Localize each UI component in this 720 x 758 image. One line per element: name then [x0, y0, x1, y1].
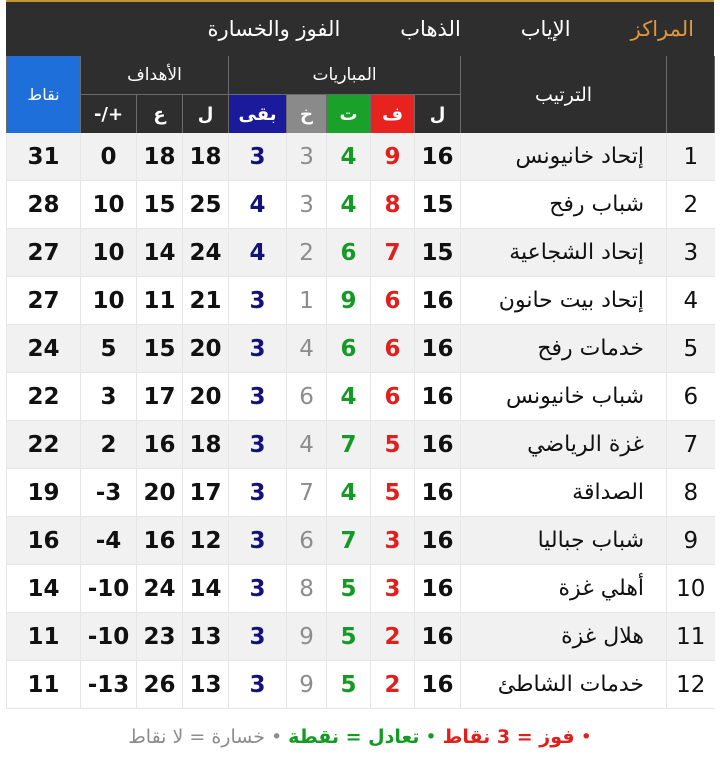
points: 27: [7, 277, 81, 325]
goals-for-header: ل: [183, 95, 229, 134]
drawn: 4: [327, 181, 371, 229]
points: 11: [7, 613, 81, 661]
goals-for: 20: [183, 373, 229, 421]
points: 24: [7, 325, 81, 373]
remaining: 3: [229, 133, 287, 181]
legend-draw: تعادل = نقطة: [288, 726, 420, 748]
position: 9: [667, 517, 715, 565]
goals-for: 24: [183, 229, 229, 277]
points: 27: [7, 229, 81, 277]
goals-against: 18: [137, 133, 183, 181]
won: 6: [371, 373, 415, 421]
goals-for: 17: [183, 469, 229, 517]
lost: 9: [287, 661, 327, 709]
goal-diff: 10: [81, 229, 137, 277]
tab-second-leg[interactable]: الإياب: [520, 17, 571, 41]
drawn: 4: [327, 469, 371, 517]
points: 16: [7, 517, 81, 565]
position: 10: [667, 565, 715, 613]
goal-diff: 0: [81, 133, 137, 181]
goals-against: 26: [137, 661, 183, 709]
played: 15: [415, 229, 461, 277]
lost: 1: [287, 277, 327, 325]
lost: 6: [287, 517, 327, 565]
position: 5: [667, 325, 715, 373]
goals-against: 16: [137, 421, 183, 469]
goal-diff-header: +/-: [81, 95, 137, 134]
team-name[interactable]: إتحاد بيت حانون: [461, 277, 667, 325]
goal-diff: 10-: [81, 565, 137, 613]
goals-for: 20: [183, 325, 229, 373]
tab-bar: [6, 0, 714, 56]
goals-against: 14: [137, 229, 183, 277]
drawn: 4: [327, 373, 371, 421]
points: 31: [7, 133, 81, 181]
team-name[interactable]: غزة الرياضي: [461, 421, 667, 469]
lost: 3: [287, 181, 327, 229]
team-name[interactable]: شباب جباليا: [461, 517, 667, 565]
played: 16: [415, 565, 461, 613]
goal-diff: 3-: [81, 469, 137, 517]
goals-against: 23: [137, 613, 183, 661]
rank-header: الترتيب: [461, 56, 667, 133]
goals-against-header: ع: [137, 95, 183, 134]
rank-col-header: [667, 56, 715, 133]
goals-against: 17: [137, 373, 183, 421]
points: 22: [7, 421, 81, 469]
tab-first-leg[interactable]: الذهاب: [400, 17, 461, 41]
legend-bullet-draw: •: [425, 726, 437, 748]
goal-diff: 3: [81, 373, 137, 421]
goal-diff: 10-: [81, 613, 137, 661]
goals-for: 14: [183, 565, 229, 613]
remaining: 3: [229, 277, 287, 325]
goals-group-header: الأهداف: [81, 56, 229, 95]
team-name[interactable]: إتحاد الشجاعية: [461, 229, 667, 277]
tab-standings[interactable]: المراكز: [630, 17, 694, 41]
played: 15: [415, 181, 461, 229]
table-row[interactable]: [7, 181, 715, 229]
drawn-header: ت: [327, 95, 371, 134]
lost-header: خ: [287, 95, 327, 134]
drawn: 5: [327, 565, 371, 613]
lost: 9: [287, 613, 327, 661]
table-row[interactable]: [7, 661, 715, 709]
table-row[interactable]: [7, 277, 715, 325]
won: 7: [371, 229, 415, 277]
lost: 4: [287, 421, 327, 469]
legend-bullet-win: •: [580, 726, 592, 748]
position: 6: [667, 373, 715, 421]
team-name[interactable]: هلال غزة: [461, 613, 667, 661]
goals-against: 15: [137, 181, 183, 229]
drawn: 6: [327, 325, 371, 373]
position: 2: [667, 181, 715, 229]
won: 3: [371, 517, 415, 565]
goals-against: 16: [137, 517, 183, 565]
lost: 6: [287, 373, 327, 421]
team-name[interactable]: شباب رفح: [461, 181, 667, 229]
drawn: 6: [327, 229, 371, 277]
position: 1: [667, 133, 715, 181]
goals-for: 13: [183, 661, 229, 709]
team-name[interactable]: خدمات رفح: [461, 325, 667, 373]
points-header: نقاط: [7, 56, 81, 133]
played: 16: [415, 613, 461, 661]
team-name[interactable]: إتحاد خانيونس: [461, 133, 667, 181]
goal-diff: 4-: [81, 517, 137, 565]
remaining: 3: [229, 469, 287, 517]
points: 11: [7, 661, 81, 709]
lost: 8: [287, 565, 327, 613]
table-row[interactable]: [7, 421, 715, 469]
points: 28: [7, 181, 81, 229]
drawn: 5: [327, 613, 371, 661]
remaining: 4: [229, 229, 287, 277]
position: 12: [667, 661, 715, 709]
table-row[interactable]: [7, 229, 715, 277]
won: 5: [371, 469, 415, 517]
position: 7: [667, 421, 715, 469]
drawn: 5: [327, 661, 371, 709]
won: 8: [371, 181, 415, 229]
played: 16: [415, 469, 461, 517]
team-name[interactable]: الصداقة: [461, 469, 667, 517]
position: 3: [667, 229, 715, 277]
goal-diff: 2: [81, 421, 137, 469]
drawn: 9: [327, 277, 371, 325]
team-name[interactable]: شباب خانيونس: [461, 373, 667, 421]
team-name[interactable]: خدمات الشاطئ: [461, 661, 667, 709]
remaining: 3: [229, 565, 287, 613]
legend-win: فوز = 3 نقاط: [442, 726, 575, 748]
lost: 7: [287, 469, 327, 517]
goals-for: 12: [183, 517, 229, 565]
drawn: 4: [327, 133, 371, 181]
points-legend: [6, 718, 714, 756]
won-header: ف: [371, 95, 415, 134]
standings-table: [6, 56, 715, 709]
legend-bullet-loss: •: [270, 726, 283, 748]
played-header: ل: [415, 95, 461, 134]
points: 14: [7, 565, 81, 613]
tab-win-loss[interactable]: الفوز والخسارة: [207, 17, 341, 41]
goal-diff: 13-: [81, 661, 137, 709]
drawn: 7: [327, 421, 371, 469]
position: 8: [667, 469, 715, 517]
played: 16: [415, 517, 461, 565]
team-name[interactable]: أهلي غزة: [461, 565, 667, 613]
remaining: 3: [229, 661, 287, 709]
remaining: 3: [229, 373, 287, 421]
goals-against: 15: [137, 325, 183, 373]
points: 19: [7, 469, 81, 517]
won: 2: [371, 613, 415, 661]
points: 22: [7, 373, 81, 421]
table-row[interactable]: [7, 373, 715, 421]
goals-for: 21: [183, 277, 229, 325]
played: 16: [415, 277, 461, 325]
won: 6: [371, 325, 415, 373]
remaining: 3: [229, 517, 287, 565]
won: 6: [371, 277, 415, 325]
goals-for: 25: [183, 181, 229, 229]
remaining: 3: [229, 421, 287, 469]
table-row[interactable]: [7, 565, 715, 613]
table-row[interactable]: [7, 613, 715, 661]
remaining: 4: [229, 181, 287, 229]
played: 16: [415, 373, 461, 421]
matches-group-header: المباريات: [229, 56, 461, 95]
lost: 2: [287, 229, 327, 277]
remaining: 3: [229, 325, 287, 373]
table-row[interactable]: [7, 517, 715, 565]
played: 16: [415, 661, 461, 709]
table-row[interactable]: [7, 325, 715, 373]
won: 2: [371, 661, 415, 709]
goals-against: 11: [137, 277, 183, 325]
remaining: 3: [229, 613, 287, 661]
goal-diff: 5: [81, 325, 137, 373]
remaining-header: بقى: [229, 95, 287, 134]
goals-for: 18: [183, 421, 229, 469]
goals-for: 18: [183, 133, 229, 181]
goals-against: 20: [137, 469, 183, 517]
won: 5: [371, 421, 415, 469]
played: 16: [415, 325, 461, 373]
drawn: 7: [327, 517, 371, 565]
won: 9: [371, 133, 415, 181]
lost: 4: [287, 325, 327, 373]
lost: 3: [287, 133, 327, 181]
position: 11: [667, 613, 715, 661]
played: 16: [415, 421, 461, 469]
goal-diff: 10: [81, 277, 137, 325]
table-row[interactable]: [7, 133, 715, 181]
goals-against: 24: [137, 565, 183, 613]
legend-loss: خسارة = لا نقاط: [128, 726, 265, 748]
position: 4: [667, 277, 715, 325]
played: 16: [415, 133, 461, 181]
won: 3: [371, 565, 415, 613]
table-row[interactable]: [7, 469, 715, 517]
goal-diff: 10: [81, 181, 137, 229]
goals-for: 13: [183, 613, 229, 661]
